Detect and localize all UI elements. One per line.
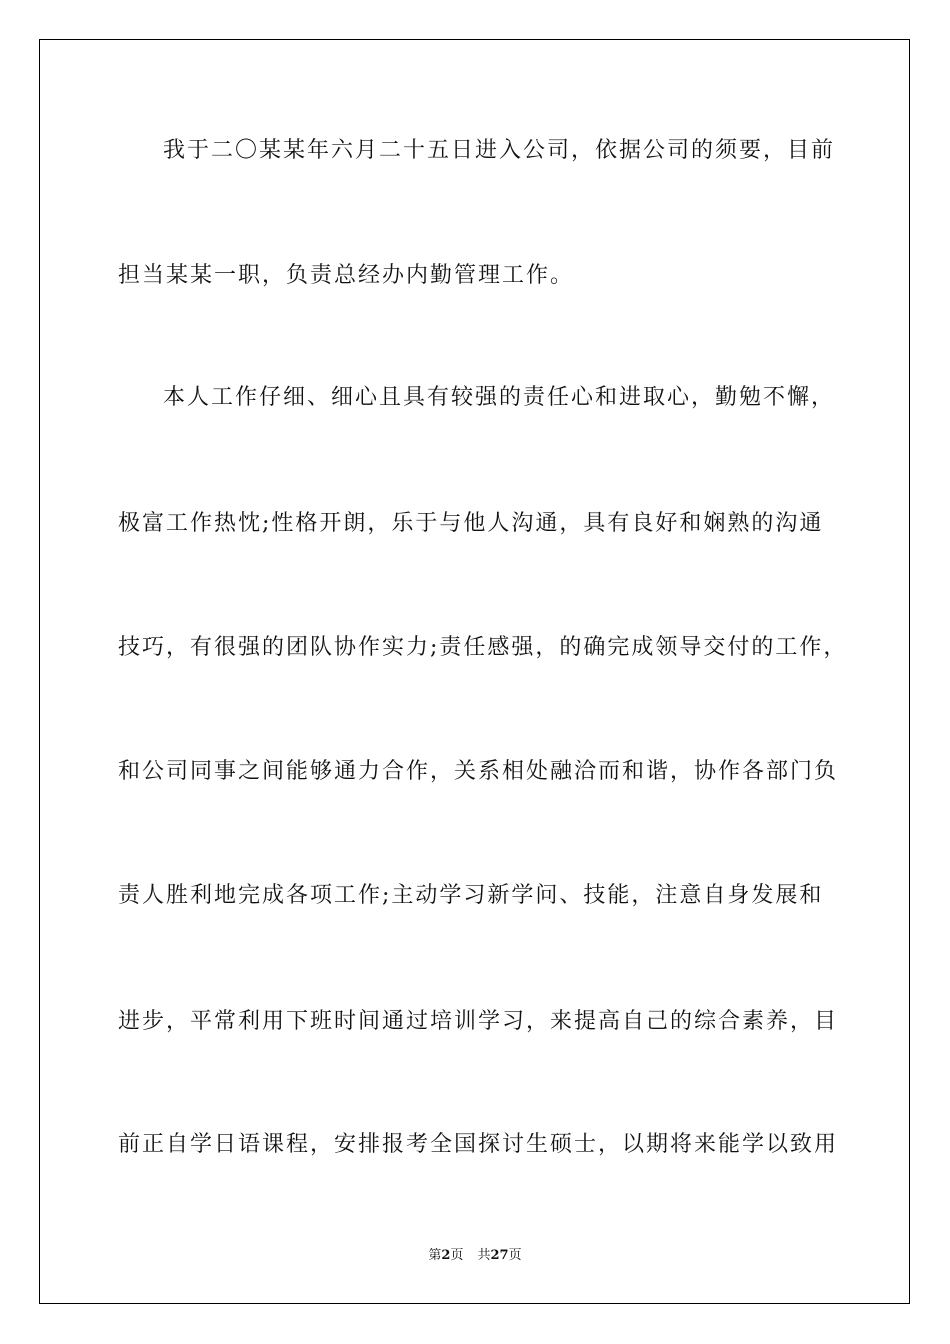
paragraph-2-line-6: 进步，平常利用下班时间通过培训学习，来提高自己的综合素养，目 xyxy=(118,1009,839,1034)
total-suffix: 页 xyxy=(508,1248,522,1263)
page-footer xyxy=(0,1248,950,1264)
paragraph-2-line-1: 本人工作仔细、细心且具有较强的责任心和进取心，勤勉不懈， xyxy=(163,385,836,410)
paragraph-1-line-2: 担当某某一职，负责总经办内勤管理工作。 xyxy=(118,263,575,288)
paragraph-2-line-4: 和公司同事之间能够通力合作，关系相处融洽而和谐，协作各部门负 xyxy=(118,759,839,784)
page-prefix: 第 xyxy=(428,1248,442,1263)
page-number: 2 xyxy=(441,1248,451,1263)
page-border xyxy=(39,39,910,1304)
total-prefix: 共 xyxy=(477,1248,491,1263)
paragraph-1-line-1: 我于二〇某某年六月二十五日进入公司，依据公司的须要，目前 xyxy=(163,138,836,163)
paragraph-2-line-2: 极富工作热忱;性格开朗，乐于与他人沟通，具有良好和娴熟的沟通 xyxy=(118,511,824,536)
total-pages: 27 xyxy=(490,1248,509,1263)
paragraph-2-line-7: 前正自学日语课程，安排报考全国探讨生硕士，以期将来能学以致用 xyxy=(118,1132,839,1157)
paragraph-2-line-3: 技巧，有很强的团队协作实力;责任感强，的确完成领导交付的工作， xyxy=(118,635,848,660)
page-suffix: 页 xyxy=(450,1248,464,1263)
paragraph-2-line-5: 责人胜利地完成各项工作;主动学习新学问、技能，注意自身发展和 xyxy=(118,883,824,908)
